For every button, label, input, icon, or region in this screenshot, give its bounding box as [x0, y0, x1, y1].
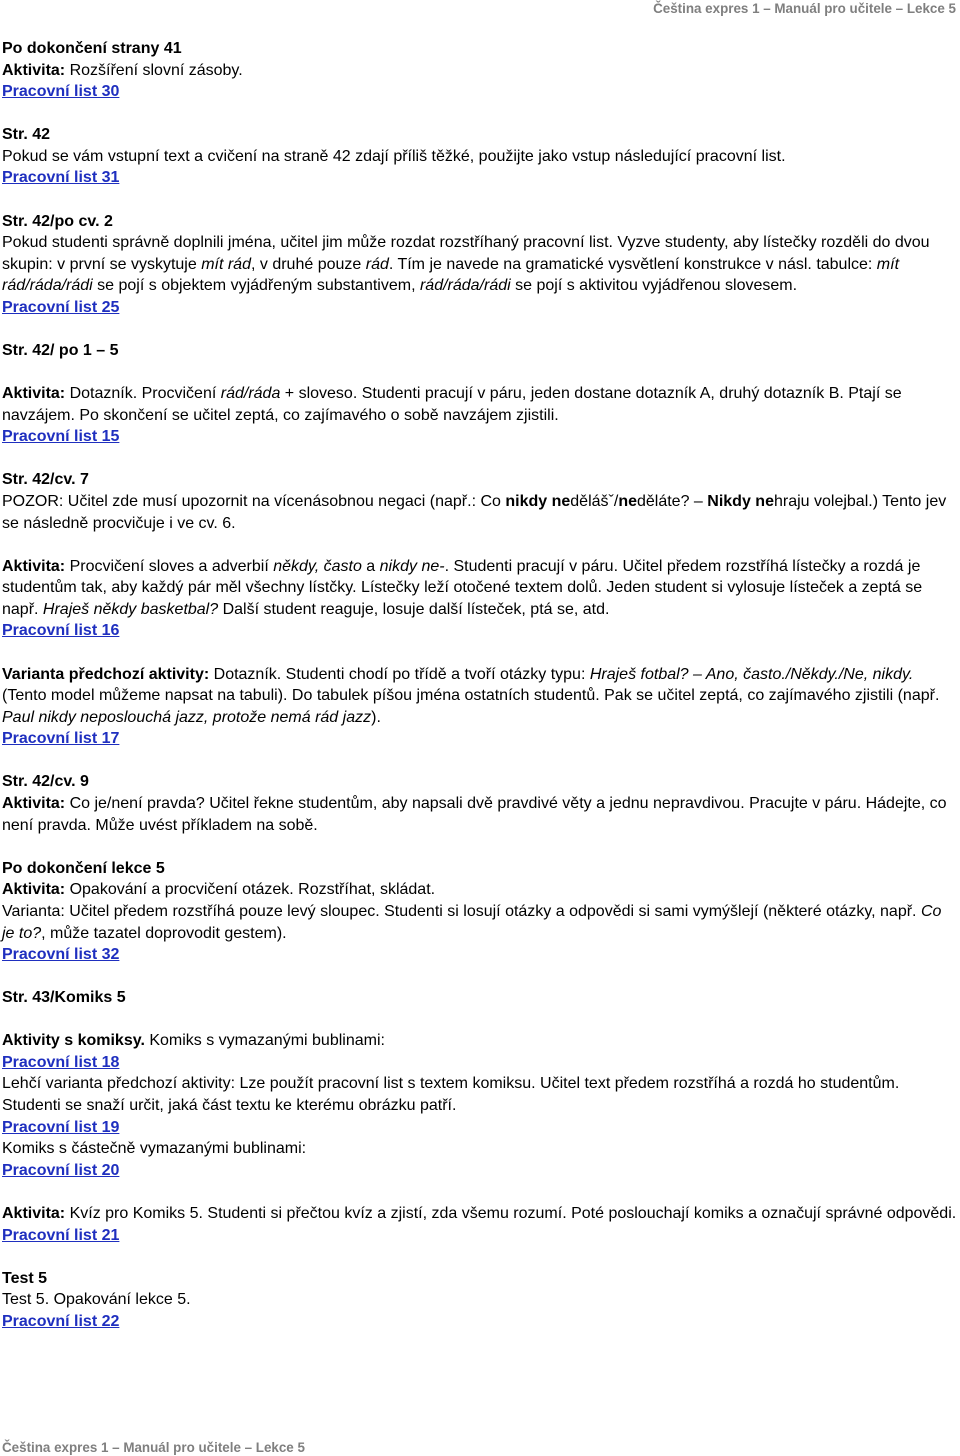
text-run: Aktivita: — [2, 1204, 66, 1222]
worksheet-link[interactable]: Pracovní list 18 — [2, 1053, 120, 1071]
text-run: . Studenti pracují v páru. Učitel předem rozstříhá lístečky a rozdá je studentům tak, aby každý pár měl všechny lístčky. Lístečky leží otočené textem dolů. Jeden student si vylosuje lísteček a zeptá se např. — [2, 557, 923, 618]
section-heading: Test 5 — [2, 1269, 48, 1287]
text-run: rád/ráda/rádi — [419, 277, 511, 295]
section-heading: Po dokončení lekce 5 — [2, 859, 165, 877]
section-s12 — [2, 1030, 958, 1181]
text-run: Nikdy — [707, 493, 751, 510]
paragraph — [2, 1138, 958, 1160]
text-run: Co je/není pravda? Učitel řekne studentům, aby napsali dvě pravdivé věty a jednu nepravdivou. Pracujte v páru. Hádejte, co není pravda. Může uvést příkladem na sobě. — [2, 795, 947, 834]
worksheet-link[interactable]: Pracovní list 32 — [2, 946, 120, 964]
running-footer: Čeština expres 1 – Manuál pro učitele – Lekce 5 — [2, 1440, 305, 1455]
paragraph — [2, 1030, 958, 1052]
text-run: a — [361, 557, 380, 575]
section-s1 — [2, 38, 958, 103]
text-run: ne — [551, 493, 571, 510]
worksheet-link[interactable]: Pracovní list 19 — [2, 1118, 120, 1136]
running-header: Čeština expres 1 – Manuál pro učitele – Lekce 5 — [653, 1, 956, 16]
worksheet-link[interactable]: Pracovní list 25 — [2, 298, 120, 316]
section-s9 — [2, 771, 958, 836]
section-heading: Str. 42 — [2, 126, 51, 144]
text-run: POZOR: Učitel zde musí upozornit na vícenásobnou negaci (např.: Co — [2, 493, 506, 510]
text-run: Opakování a procvičení otázek. Rozstříhat, skládat. — [65, 881, 436, 899]
text-run: Paul nikdy neposlouchá jazz, protože nemá rád jazz — [2, 708, 372, 726]
section-s7 — [2, 556, 958, 642]
paragraph — [2, 232, 958, 297]
paragraph — [2, 664, 958, 729]
text-run: . Tím je navede na gramatické vysvětlení konstrukce v násl. tabulce: — [388, 255, 877, 273]
text-run: rád/ráda — [220, 385, 281, 403]
text-run: se pojí s objektem vyjádřeným substantivem, — [92, 277, 420, 295]
text-run: Komiks s částečně vymazanými bublinami: — [2, 1140, 307, 1158]
text-run: Pokud se vám vstupní text a cvičení na straně 42 zdají příliš těžké, použijte jako vstup následující pracovní list. — [2, 147, 786, 165]
text-run: Dotazník. Studenti chodí po třídě a tvoří otázky typu: — [209, 665, 590, 683]
text-run: nikdy — [505, 493, 548, 510]
paragraph — [2, 1203, 958, 1225]
text-run: Komiks s vymazanými bublinami: — [144, 1032, 385, 1050]
text-run: Lehčí varianta předchozí aktivity: Lze použít pracovní list s textem komiksu. Učitel text předem rozstříhá a rozdá ho studentům. Studenti se snaží určit, jaká část textu ke kterému obrázku patří. — [2, 1075, 900, 1115]
worksheet-link[interactable]: Pracovní list 16 — [2, 622, 120, 640]
text-run: Další student reaguje, losuje další lísteček, ptá se, atd. — [218, 600, 610, 618]
worksheet-link[interactable]: Pracovní list 22 — [2, 1312, 120, 1330]
worksheet-link[interactable]: Pracovní list 15 — [2, 428, 120, 446]
text-run: rád — [365, 255, 389, 273]
text-run: Hraješ někdy basketbal? — [42, 600, 219, 618]
text-run: (Tento model můžeme napsat na tabuli). Do tabulek píšou jména ostatních studentů. Pak se učitel zeptá, co zajímavého zjistili (např. — [2, 687, 940, 705]
section-s4 — [2, 340, 958, 362]
text-run: Dotazník. Procvičení — [65, 385, 221, 403]
text-run: Procvičení sloves a adverbií — [65, 557, 274, 575]
text-run: Rozšíření slovní zásoby. — [65, 61, 243, 79]
text-run: Aktivita: — [2, 881, 66, 899]
section-heading: Str. 42/cv. 7 — [2, 471, 89, 489]
text-run: + sloveso. Studenti pracují v páru, jeden dostane dotazník A, druhý dotazník B. Ptají se navzájem. Po skončení se učitel zeptá, co zajímavého o sobě navzájem zjistili. — [2, 385, 902, 424]
worksheet-link[interactable]: Pracovní list 17 — [2, 730, 120, 748]
text-run: Varianta: Učitel předem rozstříhá pouze levý sloupec. Studenti si losují otázky a odpovědi si sami vymýšlejí (některé otázky, např. — [2, 902, 921, 920]
section-s13 — [2, 1203, 958, 1246]
section-heading: Po dokončení strany 41 — [2, 40, 182, 57]
text-run: Aktivita: — [2, 795, 66, 813]
text-run: Aktivita: — [2, 557, 66, 575]
section-s3 — [2, 211, 958, 319]
paragraph — [2, 60, 958, 82]
section-s2 — [2, 124, 958, 189]
paragraph — [2, 1289, 958, 1311]
section-s14 — [2, 1268, 958, 1333]
section-s10 — [2, 858, 958, 966]
text-run: nikdy ne- — [379, 557, 445, 575]
worksheet-link[interactable]: Pracovní list 30 — [2, 83, 120, 101]
paragraph — [2, 901, 958, 944]
section-heading: Str. 42/cv. 9 — [2, 773, 89, 791]
text-run: Co je to? — [2, 902, 942, 942]
section-heading: Str. 43/Komiks 5 — [2, 989, 126, 1007]
paragraph — [2, 383, 958, 426]
section-s8 — [2, 664, 958, 750]
document-body — [2, 38, 958, 1354]
text-run: Aktivity s komiksy. — [2, 1032, 145, 1050]
text-run: ). — [371, 708, 381, 726]
paragraph — [2, 556, 958, 621]
worksheet-link[interactable]: Pracovní list 31 — [2, 169, 120, 187]
paragraph — [2, 146, 958, 168]
text-run: Kvíz pro Komiks 5. Studenti si přečtou kvíz a zjistí, zda všemu rozumí. Poté poslouchají komiks a označují správné odpovědi. — [65, 1204, 957, 1222]
worksheet-link[interactable]: Pracovní list 21 — [2, 1226, 120, 1244]
paragraph — [2, 491, 958, 534]
text-run: Aktivita: — [2, 61, 66, 79]
text-run: hraju volejbal.) Tento jev se následně procvičuje i ve cv. 6. — [2, 493, 947, 532]
text-run: Test 5. Opakování lekce 5. — [2, 1291, 191, 1309]
section-s5 — [2, 383, 958, 448]
text-run: Varianta předchozí aktivity: — [2, 665, 210, 683]
text-run: se pojí s aktivitou vyjádřenou slovesem. — [510, 277, 798, 295]
text-run: , může tazatel doprovodit gestem). — [41, 924, 287, 942]
text-run: ne — [618, 493, 637, 510]
text-run: mít rád — [201, 255, 251, 273]
text-run: děláte? – — [636, 493, 708, 510]
section-heading: Str. 42/po cv. 2 — [2, 212, 113, 230]
text-run: dělášˇ/ — [570, 493, 619, 510]
text-run: Aktivita: — [2, 385, 66, 403]
text-run: někdy, často — [273, 557, 362, 575]
text-run: Hraješ fotbal? – Ano, často./Někdy./Ne, nikdy. — [589, 665, 914, 683]
section-s6 — [2, 469, 958, 534]
section-heading: Str. 42/ po 1 – 5 — [2, 342, 119, 360]
paragraph — [2, 879, 958, 901]
text-run: , v druhé pouze — [250, 255, 366, 273]
text-run: ne — [755, 493, 774, 510]
text-run: mít rád/ráda/rádi — [2, 255, 900, 295]
text-run: Pokud studenti správně doplnili jména, učitel jim může rozdat rozstříhaný pracovní list. Vyzve studenty, aby lístečky rozděli do dvou skupin: v první se vyskytuje — [2, 234, 930, 273]
paragraph — [2, 1073, 958, 1116]
section-s11 — [2, 987, 958, 1009]
worksheet-link[interactable]: Pracovní list 20 — [2, 1161, 120, 1179]
paragraph — [2, 793, 958, 836]
